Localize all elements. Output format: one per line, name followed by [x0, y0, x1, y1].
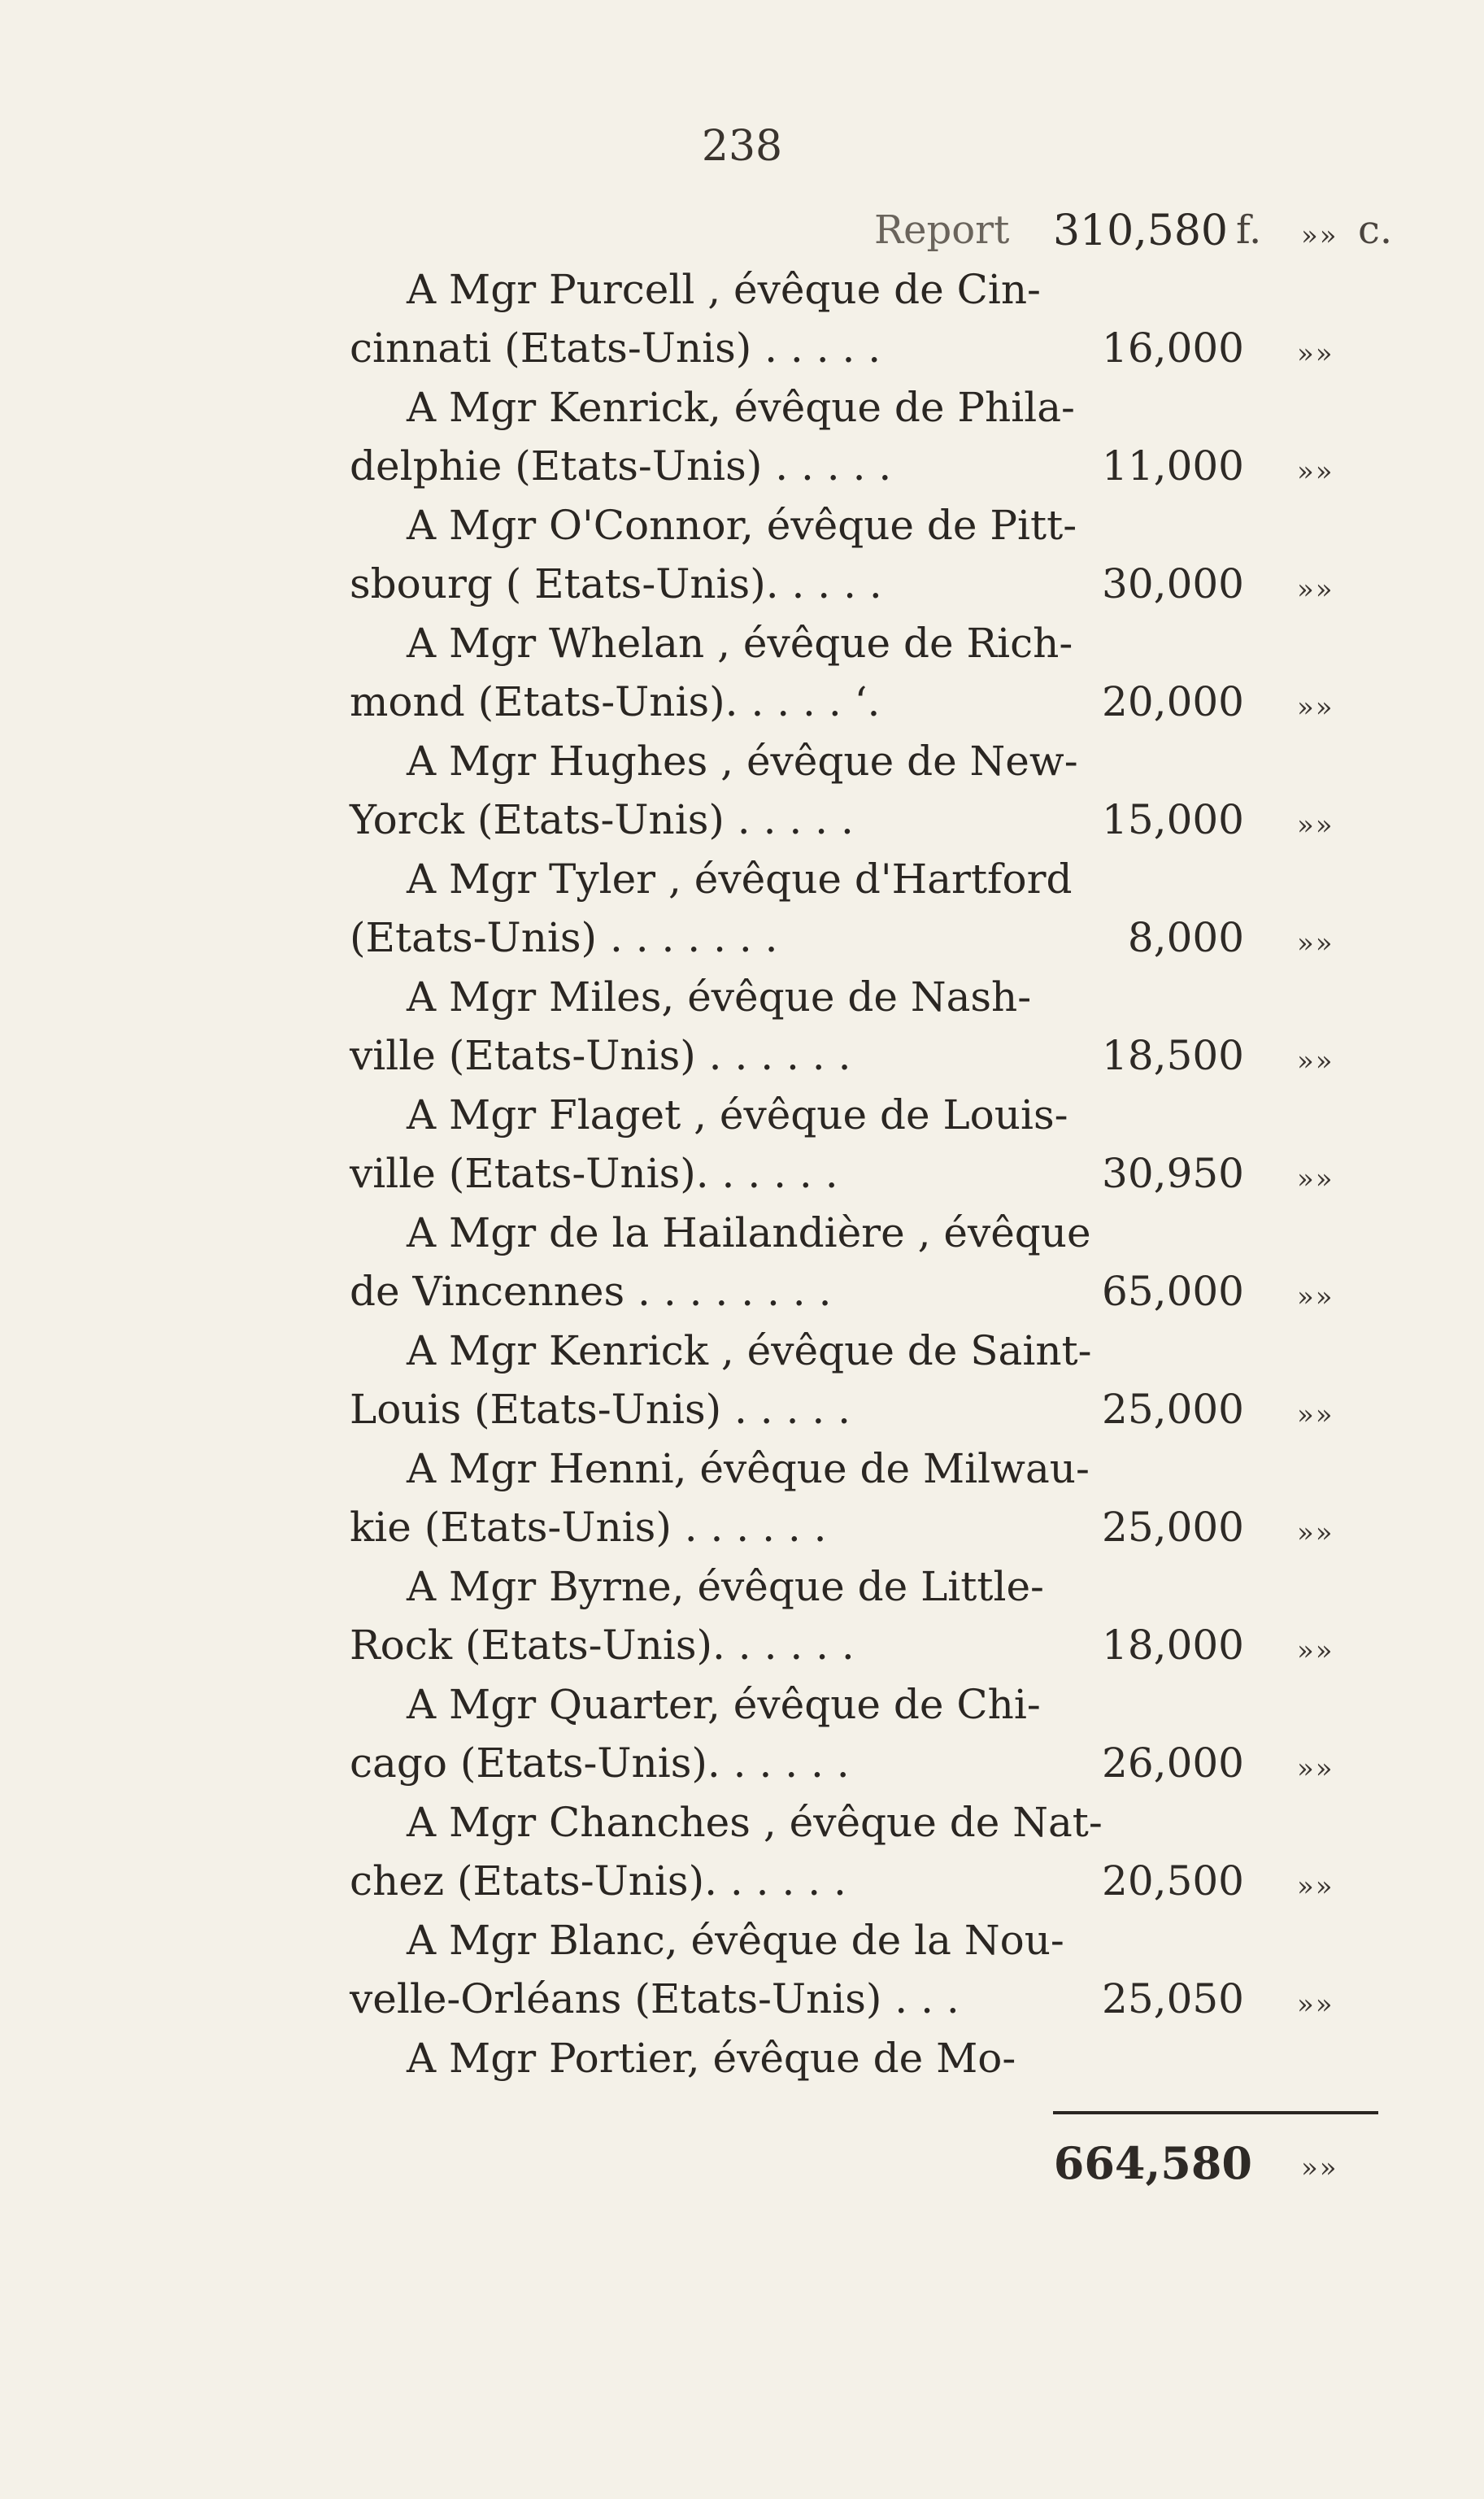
entry-amount: 25,050	[1102, 1975, 1244, 2022]
report-unit: f.	[1236, 207, 1262, 253]
entry-mark: »»	[1297, 455, 1334, 488]
total-amount: 664,580	[1053, 2137, 1252, 2189]
entry-mark: »»	[1297, 337, 1334, 370]
entry-line-1: A Mgr Henni, évêque de Milwau-	[407, 1445, 1090, 1492]
entry-amount: 8,000	[1127, 914, 1244, 961]
entry-line-2: de Vincennes . . . . . . . .	[350, 1268, 832, 1315]
trailing-entry-line: A Mgr Portier, évêque de Mo-	[407, 2035, 1016, 2082]
entry-amount: 20,500	[1102, 1857, 1244, 1905]
entry-mark: »»	[1297, 573, 1334, 606]
entry-line-1: A Mgr Miles, évêque de Nash-	[407, 973, 1032, 1021]
entry-mark: »»	[1297, 1988, 1334, 2021]
entry-line-2: ville (Etats-Unis). . . . . .	[350, 1150, 838, 1197]
entry-line-1: A Mgr Purcell , évêque de Cin-	[407, 266, 1041, 313]
entry-line-2: Yorck (Etats-Unis) . . . . .	[350, 796, 854, 843]
entry-line-1: A Mgr Whelan , évêque de Rich-	[407, 620, 1073, 667]
entry-line-2: velle-Orléans (Etats-Unis) . . .	[350, 1975, 960, 2022]
report-label: Report	[874, 207, 1010, 253]
entry-amount: 18,000	[1102, 1622, 1244, 1669]
entry-line-2: sbourg ( Etats-Unis). . . . .	[350, 560, 882, 607]
entry-line-2: cinnati (Etats-Unis) . . . . .	[350, 324, 881, 372]
entry-mark: »»	[1297, 1870, 1334, 1903]
entry-mark: »»	[1297, 927, 1334, 960]
entry-line-1: A Mgr Kenrick , évêque de Saint-	[407, 1327, 1092, 1374]
entry-line-1: A Mgr Quarter, évêque de Chi-	[407, 1681, 1041, 1728]
entry-line-1: A Mgr O'Connor, évêque de Pitt-	[407, 502, 1077, 549]
entry-amount: 30,000	[1102, 560, 1244, 607]
entry-line-1: A Mgr de la Hailandière , évêque	[407, 1209, 1091, 1256]
report-amount: 310,580	[1052, 207, 1228, 255]
entry-mark: »»	[1297, 1752, 1334, 1785]
entry-line-1: A Mgr Byrne, évêque de Little-	[407, 1563, 1044, 1610]
entry-mark: »»	[1297, 1281, 1334, 1313]
entry-amount: 25,000	[1102, 1504, 1244, 1551]
entry-mark: »»	[1297, 1635, 1334, 1667]
entry-amount: 20,000	[1102, 678, 1244, 725]
entry-line-1: A Mgr Flaget , évêque de Louis-	[407, 1091, 1068, 1138]
entry-mark: »»	[1297, 809, 1334, 842]
entry-line-1: A Mgr Hughes , évêque de New-	[407, 738, 1078, 785]
entry-line-2: Rock (Etats-Unis). . . . . .	[350, 1622, 855, 1669]
entry-mark: »»	[1297, 1399, 1334, 1431]
entry-mark: »»	[1297, 1045, 1334, 1078]
entry-amount: 15,000	[1102, 796, 1244, 843]
entry-line-1: A Mgr Kenrick, évêque de Phila-	[407, 384, 1075, 431]
entry-mark: »»	[1297, 1163, 1334, 1195]
entry-line-1: A Mgr Chanches , évêque de Nat-	[407, 1799, 1103, 1846]
entry-amount: 30,950	[1102, 1150, 1244, 1197]
entry-line-2: Louis (Etats-Unis) . . . . .	[350, 1386, 851, 1433]
entry-line-2: chez (Etats-Unis). . . . . .	[350, 1857, 846, 1905]
report-mark: »»	[1301, 220, 1338, 252]
entry-line-2: delphie (Etats-Unis) . . . . .	[350, 442, 892, 490]
entry-amount: 26,000	[1102, 1739, 1244, 1787]
entry-line-1: A Mgr Blanc, évêque de la Nou-	[407, 1917, 1064, 1964]
total-mark: »»	[1301, 2152, 1338, 2184]
entry-line-2: mond (Etats-Unis). . . . . ‘.	[350, 678, 881, 725]
entry-line-2: (Etats-Unis) . . . . . . .	[350, 914, 778, 961]
entry-amount: 65,000	[1102, 1268, 1244, 1315]
entry-mark: »»	[1297, 691, 1334, 724]
entry-line-1: A Mgr Tyler , évêque d'Hartford	[407, 855, 1073, 903]
entry-line-2: ville (Etats-Unis) . . . . . .	[350, 1032, 851, 1079]
report-cents: c.	[1358, 207, 1393, 253]
entry-line-2: kie (Etats-Unis) . . . . . .	[350, 1504, 827, 1551]
entry-line-2: cago (Etats-Unis). . . . . .	[350, 1739, 850, 1787]
entry-amount: 18,500	[1102, 1032, 1244, 1079]
entry-amount: 16,000	[1102, 324, 1244, 372]
total-rule	[1053, 2111, 1378, 2114]
page-number: 238	[701, 122, 783, 171]
entry-mark: »»	[1297, 1517, 1334, 1549]
entry-amount: 11,000	[1102, 442, 1244, 490]
entry-amount: 25,000	[1102, 1386, 1244, 1433]
